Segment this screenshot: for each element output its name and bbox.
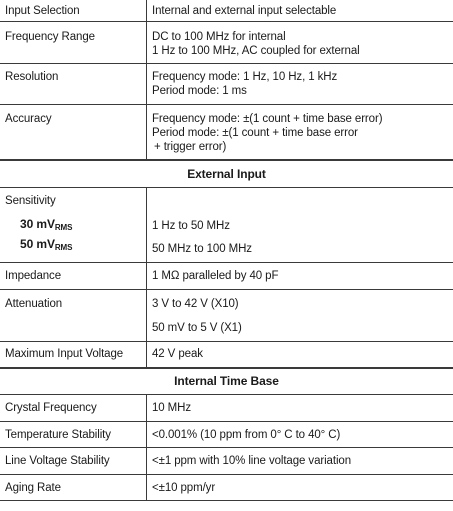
line-voltage-stability-label: Line Voltage Stability — [5, 455, 110, 467]
row-divider — [0, 262, 453, 263]
row-divider — [0, 104, 453, 105]
crystal-frequency-label: Crystal Frequency — [5, 402, 97, 414]
row-divider — [0, 474, 453, 475]
line-voltage-stability-value: <±1 ppm with 10% line voltage variation — [152, 455, 351, 467]
frequency-range-label: Frequency Range — [5, 31, 95, 43]
row-divider — [0, 421, 453, 422]
accuracy-value: Period mode: ±(1 count + time base error — [152, 127, 358, 139]
input-selection-label: Input Selection — [5, 5, 80, 17]
sensitivity-label: Sensitivity — [5, 195, 56, 207]
aging-rate-label: Aging Rate — [5, 482, 61, 494]
frequency-range-value: DC to 100 MHz for internal — [152, 31, 286, 43]
section-header-external-input: External Input — [187, 167, 266, 181]
attenuation-value: 3 V to 42 V (X10) — [152, 298, 239, 310]
row-divider — [0, 187, 453, 188]
input-selection-value: Internal and external input selectable — [152, 5, 337, 17]
column-divider — [146, 0, 147, 160]
max-input-voltage-label: Maximum Input Voltage — [5, 348, 124, 360]
column-divider — [146, 395, 147, 501]
sensitivity-level-30mv: 30 $mV_{RMS}$ — [20, 217, 73, 232]
section-header-internal-time-base: Internal Time Base — [174, 374, 279, 388]
temperature-stability-value: <0.001% (10 ppm from 0° C to 40° C) — [152, 429, 341, 441]
column-divider — [146, 188, 147, 368]
row-divider — [0, 367, 453, 369]
row-divider — [0, 159, 453, 161]
row-divider — [0, 21, 453, 22]
impedance-label: Impedance — [5, 270, 61, 282]
accuracy-value: Frequency mode: ±(1 count + time base error) — [152, 113, 383, 125]
resolution-value: Period mode: 1 ms — [152, 85, 247, 97]
attenuation-label: Attenuation — [5, 298, 63, 310]
row-divider — [0, 63, 453, 64]
sensitivity-value-50mv: 50 MHz to 100 MHz — [152, 243, 252, 255]
attenuation-value: 50 mV to 5 V (X1) — [152, 322, 242, 334]
sensitivity-level-50mv: 50 $mV_{RMS}$ — [20, 237, 73, 252]
row-divider — [0, 341, 453, 342]
resolution-value: Frequency mode: 1 Hz, 10 Hz, 1 kHz — [152, 71, 338, 83]
row-divider — [0, 500, 453, 501]
frequency-range-value: 1 Hz to 100 MHz, AC coupled for external — [152, 45, 360, 57]
crystal-frequency-value: 10 MHz — [152, 402, 192, 414]
accuracy-value: + trigger error) — [154, 141, 227, 153]
aging-rate-value: <±10 ppm/yr — [152, 482, 216, 494]
sensitivity-value-30mv: 1 Hz to 50 MHz — [152, 220, 230, 232]
impedance-value: 1 MΩ paralleled by 40 pF — [152, 270, 279, 282]
accuracy-label: Accuracy — [5, 113, 52, 125]
row-divider — [0, 447, 453, 448]
row-divider — [0, 289, 453, 290]
temperature-stability-label: Temperature Stability — [5, 429, 111, 441]
max-input-voltage-value: 42 V peak — [152, 348, 203, 360]
resolution-label: Resolution — [5, 71, 59, 83]
row-divider — [0, 394, 453, 395]
